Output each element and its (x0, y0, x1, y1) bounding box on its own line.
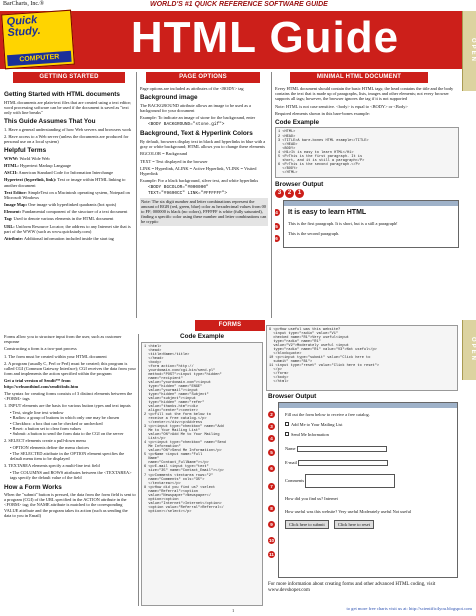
tagline: WORLD'S #1 QUICK REFERENCE SOFTWARE GUIDE (150, 1, 328, 8)
forms-list-item: • Text, single line text window (10, 410, 64, 416)
term-key: WWW: (4, 155, 19, 161)
step-badge: 2 (285, 189, 294, 198)
term-value: Text or image within HTML linking to another document (4, 177, 126, 188)
output-marker: 6 (275, 235, 280, 242)
forms-more-info: For more information about creating forms and other advanced HTML coding, visit www.devshoper.com (268, 582, 436, 593)
term-key: Text Editor: (4, 189, 27, 195)
term-item (4, 177, 132, 187)
reset-button[interactable]: Click here to reset (334, 520, 374, 529)
getting-started-column (4, 88, 132, 316)
term-value: World Wide Web (19, 155, 50, 161)
term-value: One image with hyperlinked quadrants (hot spots) (28, 202, 117, 208)
forms-list-item: • Checkbox: a box that can be checked or unchecked (10, 420, 103, 426)
page-title: HTML Guide (130, 13, 400, 62)
forms-list-item: • The COLUMNS and ROWS attributes between the <TEXTAREA> tags specify the default value of the field (10, 470, 132, 481)
output-marker: 5 (268, 449, 275, 456)
step-badges (275, 189, 459, 198)
submit-button[interactable]: Click here to submit (285, 520, 329, 529)
watermark: to get more free charts visit us at: http://scientific4you.blogspot.com (346, 606, 472, 611)
forms-list-item: • Submit: a button to send the form data to the CGI on the server (10, 431, 124, 436)
page-options-header: PAGE OPTIONS (146, 72, 260, 83)
publisher-name: BarCharts, Inc.® (3, 1, 45, 7)
logo-line-2: Study. (7, 24, 42, 40)
comments-row (285, 474, 451, 488)
logo-line-1: Quick (6, 14, 38, 29)
term-key: Image Map: (4, 202, 28, 208)
forms-header: FORMS (195, 320, 265, 331)
forms-list-item: • Radios: a group of buttons in which only one may be chosen (10, 415, 120, 421)
output-paragraph-1: This is the first paragraph. It is short, but is a still a paragraph! (288, 221, 398, 227)
open-tab-bottom: OPEN (462, 320, 476, 380)
term-key: Attribute: (4, 236, 24, 242)
field-label: Name (285, 445, 296, 451)
helpful-terms-heading: Helpful Terms (4, 147, 47, 155)
how-form-works-text: When the "submit" button is pressed, the data from the form field is sent to a program (CGI) of the URL specified in the ACTION attribute in the <FORM> tag; the NAME attribute is matched to the corresponding VALUE attribute and the program takes its action (such as sending the data to you in Email) (4, 492, 136, 518)
forms-list-item: 2. SELECT elements create a pull-down menu (4, 438, 86, 444)
required-elements-text: Required elements shown in this bare-bones example: (275, 110, 370, 116)
sendit-link[interactable]: Get a trial version of Sendit™ from http://websonthind.com/sendit/info.htm (4, 378, 79, 389)
forms-code-left: 1 <html> <head> <title>Name</title> </head> <body> <form action="http:// yourdomain.com/cgi-bin/send.pl" method="POST"><input type="hidden" name="recipient" value="yourdomain.com"><input type="hidden" name="ENGE" value="yourmail"><input type="hidden" name="Subject" value="subject"><input type="hidden" name="refer" value="thanks.htm"><div align="center"><center> 2 <p>Fill out the form below to receive a free catalog.</p> </center></div><p>Address 3 <p><input type="checkbox" name="Add Me to Your Mailing List" value="ON">Add Me to Your Mailing List</p> 4 <p><input type="checkbox" name="Send Me Information" value="ON">Send Me Information</p> 5 <p>Name <input name="Full Name" name="Contact_FullName"></p> 6 <p>E-mail <input type="text" size="35" name="Contact_Email"></p> 7 <p>Comments <textarea rows="2" name="Comments" cols="35"> </textarea></p> 8 <p>How did you find us? <select name="Referral"><option value="Newspaper">Newspaper</ option><option value="Internet">Internet</option> <option value="Referral">Referral</ option></select></p> (141, 342, 263, 606)
browser-output-title: Browser Output (275, 180, 324, 188)
send-info-checkbox[interactable] (285, 432, 451, 437)
forms-syntax: The syntax for creating forms consists of 3 distinct elements between the <FORM> tags (4, 390, 133, 401)
colors-line: TEXT = Text displayed in the browser (140, 158, 208, 164)
term-item (4, 156, 132, 161)
forms-browser-window (268, 402, 458, 578)
term-item (4, 170, 132, 175)
forms-step: 1. The form must be created within your HTML document (4, 353, 107, 359)
assumes-item: 2. Have access to a Web server (unless the documents are produced for personal use on a local system) (4, 133, 129, 145)
colors-heading: Background, Text & Hyperlink Colors (140, 130, 253, 138)
terms-list (4, 156, 132, 241)
field-label: E-mail (285, 459, 297, 465)
minimal-intro: Every HTML document should contain the basic HTML tags; the head contains the title and the body contains the text that is made up of paragraphs, lists, images and other elements; not every browser supports all tags; however, the browser ignores the tag if it is not supported (275, 86, 454, 102)
checkbox-square[interactable] (285, 432, 289, 436)
forms-text-column (4, 334, 136, 606)
form-fields (279, 408, 457, 531)
step-badge: 1 (295, 189, 304, 198)
forms-browser-title: Browser Output (268, 393, 317, 400)
how-form-works-heading: How a Form Works (4, 483, 62, 491)
background-image-heading: Background image (140, 94, 198, 102)
background-image-text: The BACKGROUND attribute allows an image to be used as a background for your document (140, 102, 251, 113)
minimal-html-column (275, 86, 459, 318)
column-divider (138, 334, 139, 606)
term-item (4, 209, 132, 214)
code-example-title: Code Example (275, 118, 320, 126)
output-paragraph-2: This is the second paragraph. (288, 230, 340, 236)
form-buttons (285, 522, 451, 527)
footer (0, 608, 476, 616)
term-item (4, 216, 132, 221)
open-tab-top: OPEN (462, 11, 476, 91)
form-instruction: Fill out the form below to receive a free catalog. (285, 412, 370, 417)
term-key: Element: (4, 209, 22, 215)
step-badge: 3 (275, 189, 284, 198)
select-notes (4, 445, 136, 461)
background-code: <BODY BACKGROUND="stone.gif"> (148, 122, 225, 128)
email-field-row (285, 460, 451, 466)
forms-code-title: Code Example (180, 333, 225, 340)
term-item (4, 163, 132, 168)
colors-line: BGCOLOR = Background (140, 151, 188, 157)
forms-list-item: 3. TEXTAREA elements specify a multi-line text field (4, 462, 100, 468)
forms-step: 2. A program (usually C, Perl or Perl) must be created; this program is called CGI (Common Gateway Interface); CGI receives the data from your form and implements the action specified within the program (4, 360, 136, 377)
term-key: Tag: (4, 216, 13, 222)
column-divider (271, 72, 272, 318)
output-marker: 8 (268, 505, 275, 512)
name-input[interactable] (297, 446, 387, 452)
minimal-browser-window (275, 200, 459, 248)
colors-example: Example: For a black background, silver text, and white hyperlinks (140, 178, 259, 184)
page-options-column (140, 86, 268, 318)
comments-textarea[interactable] (305, 474, 395, 488)
colors-code: <BODY BGCOLOR="#000000" TEXT="#9690CC" LINK="#FFFFFF"> (148, 185, 228, 196)
assumes-item: 1. Have a general understanding of how Web servers and browsers work (4, 126, 132, 132)
forms-intro: Forms allow you to structure input from the user, such as customer response (4, 334, 122, 345)
output-heading: It is easy to learn HTML (288, 209, 367, 217)
page-number: 1 (232, 608, 235, 613)
forms-list-item: 1. INPUT elements are the basis for various button types and text inputs (4, 403, 131, 409)
getting-started-text: HTML documents are plain-text files that are created using a text editor; word processing software can be used if the document is saved as "text only with line breaks" (4, 99, 132, 115)
output-marker: 3 (268, 423, 275, 430)
term-item (4, 202, 132, 207)
forms-list-item: • The SELECTED attribute in the OPTION element specifies the default menu item to be displayed (10, 450, 125, 461)
output-marker: 4 (268, 435, 275, 442)
forms-list-item: • Reset: a button set to clear form values (10, 425, 82, 431)
referral-select[interactable]: How did you find us? Internet (285, 495, 338, 501)
email-input[interactable] (298, 460, 388, 466)
term-value: Used to denote various elements in the HTML document (13, 216, 114, 222)
getting-started-heading: Getting Started with HTML documents (4, 91, 120, 98)
output-marker: 7 (268, 483, 275, 490)
minimal-html-header: MINIMAL HTML DOCUMENT (290, 72, 428, 83)
input-types (4, 410, 136, 436)
background-image-example: Example: To indicate an image of stone for the background, enter (140, 115, 256, 121)
forms-process: Constructing a form is a two-part process (4, 346, 77, 352)
forms-list-item: • OPTION elements define the menu choices (10, 445, 90, 451)
term-key: ASCII: (4, 170, 18, 176)
page-options-intro: Page options are included as attributes of the <BODY> tag (140, 86, 244, 91)
output-marker: 11 (269, 552, 274, 557)
term-item (4, 224, 132, 234)
term-item (4, 236, 132, 241)
output-marker: 5 (275, 223, 280, 230)
term-key: URL: (4, 223, 15, 229)
assumes-heading: This Guide Assumes That You (4, 118, 96, 126)
term-item (4, 190, 132, 200)
hex-note: Note: The six digit number and letter combinations represent the amount of RGB (red, green, blue) color as hexadecimal values from 00 to FF; 000000 is black (no colors), FFFFFF is white (fully saturated), finding a specific color using these number and letter combinations can be cryptic (141, 198, 267, 225)
term-value: Fundamental component of the structure of a text document (22, 209, 128, 215)
getting-started-header: GETTING STARTED (13, 72, 125, 83)
colors-line: LINK = Hyperlink, ALINK = Active Hyperlink, VLINK = Visited Hyperlink (140, 165, 257, 176)
output-marker: 6 (268, 465, 275, 472)
checkbox-label: Send Me Information (291, 432, 329, 438)
term-value: Hypertext Markup Language (20, 162, 71, 168)
top-bar (0, 0, 476, 11)
logo-computer-label: COMPUTER (7, 51, 72, 66)
term-value: SimpleText on a Macintosh operating system, Notepad on Microsoft Windows (4, 189, 130, 200)
term-key: HTML: (4, 162, 19, 168)
quickstudy-logo (1, 10, 75, 70)
output-marker: 10 (268, 538, 275, 543)
term-value: Additional information included inside the start tag (23, 236, 114, 242)
checkbox-label: Add Me to Your Mailing List (291, 422, 343, 428)
case-note: Note: HTML is not case sensitive. <body> is equal to <BODY> or <Body> (275, 103, 408, 109)
output-marker: 2 (268, 411, 275, 418)
usefulness-radios[interactable]: How useful was this website? Very useful Moderately useful Not useful (285, 508, 412, 514)
colors-text: By default, browsers display text in black and hyperlinks in blue with a gray or white background; HTML allows you to change these elements (140, 139, 266, 150)
name-field-row (285, 446, 451, 452)
mailing-list-checkbox[interactable] (285, 422, 451, 427)
output-marker: 9 (268, 521, 275, 528)
field-label: Comments (285, 477, 305, 483)
minimal-code-block: 1 <HTML> 2 <HEAD> 3 <TITLE>A bare-bones HTML example</TITLE> </HEAD> <BODY> 4 <H1>It is easy to learn HTML</H1> 5 <P>This is the first paragraph. It is short, and it is still a paragraph</P> 6 <P>This is the second paragraph.</P> </BODY> </HTML> (275, 127, 459, 177)
term-value: Uniform Resource Locator; the address to any Internet site that is part of the WWW (such as www.quickstudy.com) (4, 223, 131, 234)
column-divider (136, 72, 137, 318)
term-value: American Standard Code for Information Interchange (18, 170, 114, 176)
term-key: Hypertext (hyperlink, link): (4, 177, 57, 183)
forms-code-right: 9 <p>How useful was this website? <input type="radio" value="V1" checked name="R1">Very useful<input type="radio" name="R1" value="V2">Moderately useful <input type="radio" name="R1" value="V3">Not useful</p> </blockquote> 10 <p><input type="submit" value="Click here to submit" name="B1"> 11 <input type="reset" value="Click here to reset"> </p> </form> </body> </html> (266, 325, 458, 391)
checkbox-square[interactable] (285, 422, 289, 426)
output-marker: 4 (275, 209, 280, 216)
